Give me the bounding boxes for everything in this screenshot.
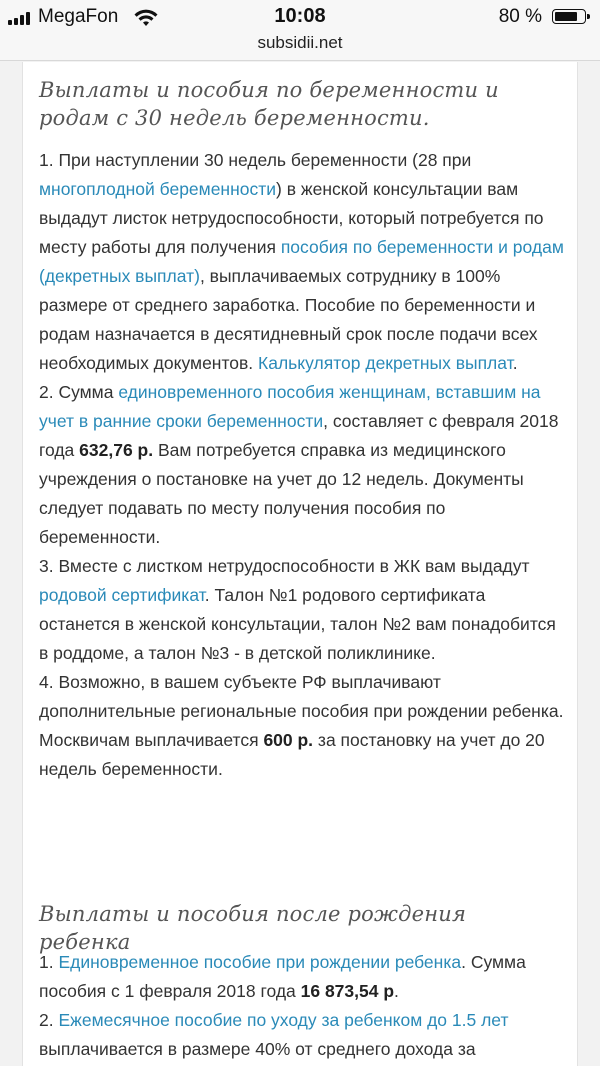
link-maternity-calculator[interactable]: Калькулятор декретных выплат	[258, 353, 513, 373]
link-birth-certificate[interactable]: родовой сертификат	[39, 585, 205, 605]
link-early-registration-benefit[interactable]: единовременного пособия женщинам, вставшим на учет в ранние сроки беременности	[39, 382, 541, 431]
carrier-name: MegaFon	[38, 6, 119, 27]
battery-percent: 80 %	[498, 6, 542, 27]
list-item	[39, 948, 567, 1006]
benefit-amount: 632,76 р.	[79, 440, 154, 460]
list-item	[39, 378, 567, 552]
address-bar[interactable]	[0, 34, 600, 61]
section-heading-pregnancy: Выплаты и пособия по беременности и родам с 30 недель беременности.	[39, 78, 499, 130]
paragraph-text: 2. Сумма	[39, 382, 119, 402]
paragraph-text: Вам потребуется справка из медицинского учреждения о постановке на учет до 12 недель. Документы следует подавать по месту получения пособия по беременности.	[39, 440, 524, 547]
link-birth-lump-sum[interactable]: Единовременное пособие при рождении ребенка	[58, 952, 462, 972]
paragraph-text: 4. Возможно, в вашем субъекте РФ выплачивают дополнительные региональные пособия при рождении ребенка. Москвичам выплачивается	[39, 672, 564, 750]
article-content	[22, 62, 578, 1066]
list-item	[39, 1006, 567, 1064]
paragraph-text: за постановку на учет до 20 недель беременности.	[39, 730, 545, 779]
list-item	[39, 668, 567, 784]
paragraph-text: 1. При наступлении 30 недель беременности (28 при	[39, 150, 472, 170]
paragraph-text: . Талон №1 родового сертификата останется в женской консультации, талон №2 вам понадобится в роддоме, а талон №3 - в детской поликлинике.	[39, 585, 556, 663]
paragraph-text: . Сумма пособия с 1 февраля 2018 года	[39, 952, 526, 1001]
paragraph-text: 3. Вместе с листком нетрудоспособности в ЖК вам выдадут	[39, 556, 530, 576]
section-body-after-birth	[39, 948, 567, 1064]
paragraph-text: 2.	[39, 1010, 59, 1030]
paragraph-text: .	[512, 353, 518, 373]
paragraph-text: 1.	[39, 952, 59, 972]
battery-fill	[555, 12, 577, 21]
paragraph-text: выплачивается в размере 40% от среднего дохода за	[39, 1039, 476, 1059]
paragraph-text: ) в женской консультации вам выдадут листок нетрудоспособности, который потребуется по месту работы для получения	[39, 179, 544, 257]
list-item	[39, 146, 567, 378]
link-maternity-benefit[interactable]: пособия по беременности и родам (декретных выплат)	[39, 237, 564, 286]
paragraph-text: , выплачиваемых сотруднику в 100% размере от среднего заработка. Пособие по беременности и родам назначается в десятидневный срок после подачи всех необходимых документов.	[39, 266, 538, 373]
battery-icon	[552, 9, 586, 24]
status-bar	[0, 0, 600, 34]
link-multiple-pregnancy[interactable]: многоплодной беременности	[39, 179, 277, 199]
benefit-amount: 16 873,54 р	[300, 981, 395, 1001]
section-heading-after-birth: Выплаты и пособия после рождения ребенка	[39, 902, 467, 954]
paragraph-text: , составляет с февраля 2018 года	[39, 411, 559, 460]
url-text[interactable]: subsidii.net	[257, 33, 343, 52]
clock: 10:08	[274, 5, 326, 27]
list-item	[39, 552, 567, 668]
link-monthly-childcare-benefit[interactable]: Ежемесячное пособие по уходу за ребенком до 1.5 лет	[58, 1010, 509, 1030]
section-body-pregnancy	[39, 146, 567, 784]
benefit-amount: 600 р.	[263, 730, 314, 750]
paragraph-text: .	[394, 981, 399, 1001]
